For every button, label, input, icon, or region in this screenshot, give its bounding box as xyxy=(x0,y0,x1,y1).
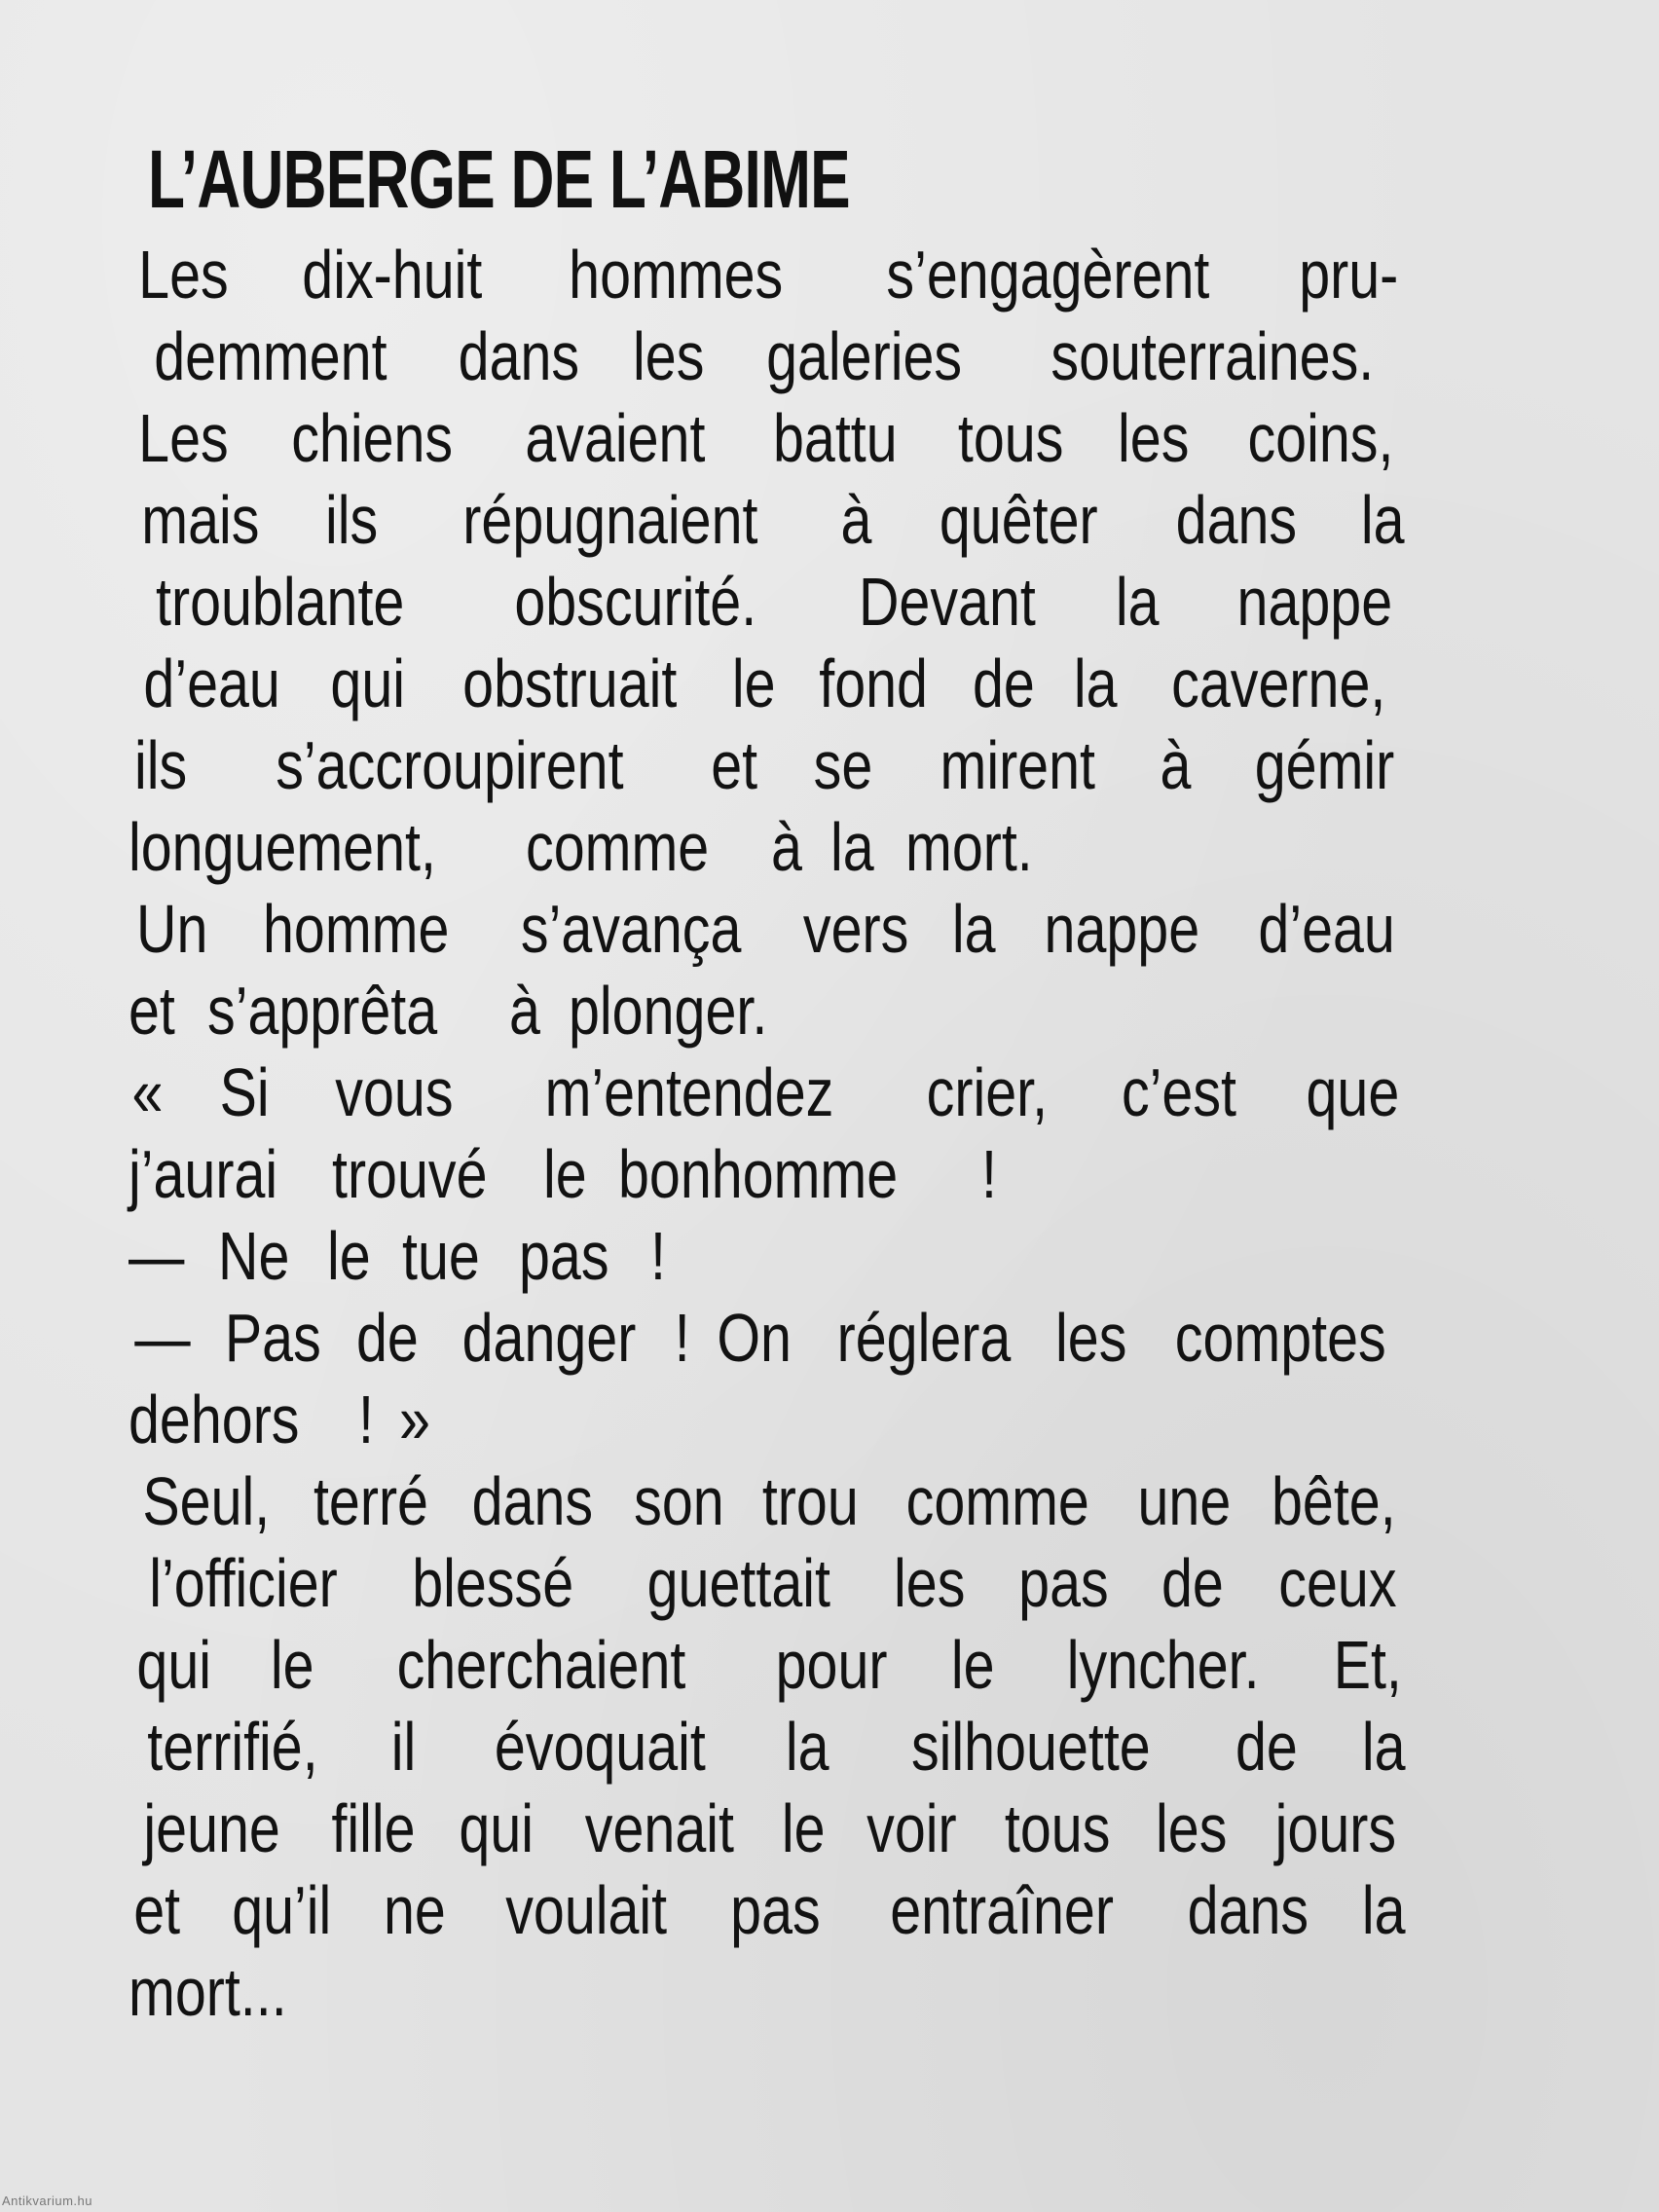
word: la xyxy=(951,891,996,967)
text-line xyxy=(129,315,1410,397)
word: mort. xyxy=(904,809,1033,885)
word: la xyxy=(1361,1872,1406,1948)
word: ! xyxy=(650,1218,667,1294)
text-line xyxy=(129,1215,1410,1297)
word: qui xyxy=(136,1627,212,1703)
word: fille xyxy=(331,1790,416,1866)
word: galeries xyxy=(765,318,962,394)
text-line xyxy=(129,234,1410,315)
word: à xyxy=(770,809,802,885)
word: Ne xyxy=(218,1218,290,1294)
word: s’avança xyxy=(520,891,742,967)
word: les xyxy=(1054,1300,1127,1376)
word: blessé xyxy=(411,1545,573,1621)
text-line xyxy=(129,1051,1410,1133)
word: le xyxy=(270,1627,314,1703)
word: tous xyxy=(1004,1790,1111,1866)
word: dans xyxy=(1175,482,1297,558)
word: Seul, xyxy=(142,1463,271,1539)
word: pru- xyxy=(1299,237,1399,313)
word: m’entendez xyxy=(544,1054,834,1130)
word: répugnaient xyxy=(462,482,758,558)
word: de xyxy=(355,1300,419,1376)
word: les xyxy=(633,318,705,394)
text-line xyxy=(129,1869,1410,1951)
word: de xyxy=(973,645,1036,721)
word: demment xyxy=(154,318,387,394)
word: fond xyxy=(819,645,928,721)
word: le xyxy=(543,1136,587,1212)
text-line xyxy=(129,561,1410,643)
word: la xyxy=(1361,482,1406,558)
word: jours xyxy=(1274,1790,1397,1866)
word: quêter xyxy=(939,482,1098,558)
word: mais xyxy=(141,482,260,558)
text-line xyxy=(129,479,1410,561)
word: troublante xyxy=(156,564,405,640)
word: trou xyxy=(761,1463,859,1539)
text-line xyxy=(129,1460,1410,1542)
word: Et, xyxy=(1334,1627,1403,1703)
word: s’accroupirent xyxy=(275,727,624,803)
word: vers xyxy=(803,891,909,967)
word: et xyxy=(711,727,758,803)
text-line xyxy=(129,1133,1410,1215)
word: le xyxy=(327,1218,371,1294)
word: voir xyxy=(866,1790,957,1866)
word: à xyxy=(1160,727,1192,803)
word: le xyxy=(732,645,776,721)
word: nappe xyxy=(1236,564,1393,640)
word: ils xyxy=(133,727,188,803)
text-line xyxy=(129,643,1410,724)
text-line xyxy=(129,888,1410,970)
word: Un xyxy=(136,891,208,967)
word: réglera xyxy=(836,1300,1012,1376)
word: se xyxy=(813,727,873,803)
word: dehors xyxy=(129,1382,300,1457)
word: de xyxy=(1161,1545,1224,1621)
text-line xyxy=(129,1297,1410,1379)
word: bête, xyxy=(1272,1463,1396,1539)
word: les xyxy=(1117,400,1190,476)
word: que xyxy=(1306,1054,1400,1130)
word: la xyxy=(830,809,874,885)
word: caverne, xyxy=(1171,645,1386,721)
word: ils xyxy=(324,482,379,558)
word: de xyxy=(1235,1709,1299,1785)
word: pas xyxy=(730,1872,821,1948)
word: s’apprêta xyxy=(206,973,437,1049)
word: les xyxy=(1156,1790,1228,1866)
word: ! xyxy=(980,1136,997,1212)
word: On xyxy=(717,1300,793,1376)
word: d’eau xyxy=(1258,891,1395,967)
word: Les xyxy=(138,237,229,313)
word: l’officier xyxy=(149,1545,338,1621)
word: dans xyxy=(471,1463,594,1539)
word: dix-huit xyxy=(302,237,483,313)
word: terrifié, xyxy=(147,1709,318,1785)
word: vous xyxy=(335,1054,454,1130)
word: Les xyxy=(138,400,229,476)
word: s’engagèrent xyxy=(886,237,1210,313)
word: lyncher. xyxy=(1066,1627,1260,1703)
word: bonhomme xyxy=(617,1136,899,1212)
word: c’est xyxy=(1121,1054,1236,1130)
word: la xyxy=(1073,645,1118,721)
word: le xyxy=(950,1627,995,1703)
word: trouvé xyxy=(332,1136,488,1212)
word: Si xyxy=(219,1054,270,1130)
word: cherchaient xyxy=(396,1627,686,1703)
word: pas xyxy=(518,1218,609,1294)
text-line xyxy=(129,806,1410,888)
word: j’aurai xyxy=(129,1136,278,1212)
word: Devant xyxy=(858,564,1036,640)
word: la xyxy=(1361,1709,1406,1785)
word: ceux xyxy=(1278,1545,1397,1621)
word: comptes xyxy=(1175,1300,1387,1376)
word: ! xyxy=(358,1382,375,1457)
page-title: L’AUBERGE DE L’ABIME xyxy=(148,133,850,225)
word: danger xyxy=(461,1300,637,1376)
word: nappe xyxy=(1044,891,1199,967)
word: crier, xyxy=(926,1054,1049,1130)
word: battu xyxy=(773,400,898,476)
word: mort... xyxy=(129,1954,287,2030)
word: comme xyxy=(905,1463,1090,1539)
word: obscurité. xyxy=(514,564,757,640)
word: pas xyxy=(1018,1545,1109,1621)
word: qui xyxy=(330,645,405,721)
word: à xyxy=(509,973,541,1049)
word: le xyxy=(781,1790,826,1866)
word: venait xyxy=(584,1790,734,1866)
word: la xyxy=(785,1709,830,1785)
word: gémir xyxy=(1254,727,1395,803)
watermark: Antikvarium.hu xyxy=(2,2194,92,2208)
word: terré xyxy=(313,1463,429,1539)
word: une xyxy=(1137,1463,1231,1539)
word: son xyxy=(634,1463,724,1539)
word: Pas xyxy=(224,1300,321,1376)
word: obstruait xyxy=(462,645,678,721)
word: silhouette xyxy=(911,1709,1152,1785)
word: jeune xyxy=(143,1790,280,1866)
word: « xyxy=(131,1054,164,1130)
word: ne xyxy=(384,1872,447,1948)
word: et xyxy=(133,1872,181,1948)
word: — xyxy=(129,1218,185,1294)
word: il xyxy=(391,1709,417,1785)
word: évoquait xyxy=(494,1709,706,1785)
word: voulait xyxy=(505,1872,668,1948)
text-line xyxy=(129,970,1410,1051)
word: coins, xyxy=(1247,400,1394,476)
text-line xyxy=(129,1542,1410,1624)
word: qui xyxy=(459,1790,534,1866)
text-line xyxy=(129,1788,1410,1869)
word: et xyxy=(129,973,175,1049)
word: dans xyxy=(458,318,580,394)
text-line xyxy=(129,1951,1410,2033)
word: hommes xyxy=(569,237,784,313)
word: — xyxy=(134,1300,191,1376)
word: tue xyxy=(402,1218,480,1294)
word: homme xyxy=(262,891,450,967)
word: entraîner xyxy=(890,1872,1115,1948)
blurb-text xyxy=(129,234,1410,2033)
word: la xyxy=(1116,564,1160,640)
word: comme xyxy=(525,809,709,885)
word: à xyxy=(840,482,872,558)
text-line xyxy=(129,1706,1410,1788)
word: souterraines. xyxy=(1051,318,1375,394)
word: qu’il xyxy=(231,1872,331,1948)
word: plonger. xyxy=(569,973,768,1049)
text-line xyxy=(129,397,1410,479)
word: chiens xyxy=(290,400,453,476)
word: les xyxy=(893,1545,966,1621)
word: mirent xyxy=(940,727,1096,803)
word: dans xyxy=(1187,1872,1309,1948)
word: tous xyxy=(957,400,1064,476)
word: d’eau xyxy=(143,645,280,721)
text-line xyxy=(129,1379,1410,1460)
word: avaient xyxy=(525,400,706,476)
text-line xyxy=(129,1624,1410,1706)
word: » xyxy=(399,1382,431,1457)
text-line xyxy=(129,724,1410,806)
word: guettait xyxy=(646,1545,830,1621)
word: pour xyxy=(775,1627,888,1703)
word: longuement, xyxy=(129,809,436,885)
word: ! xyxy=(674,1300,690,1376)
